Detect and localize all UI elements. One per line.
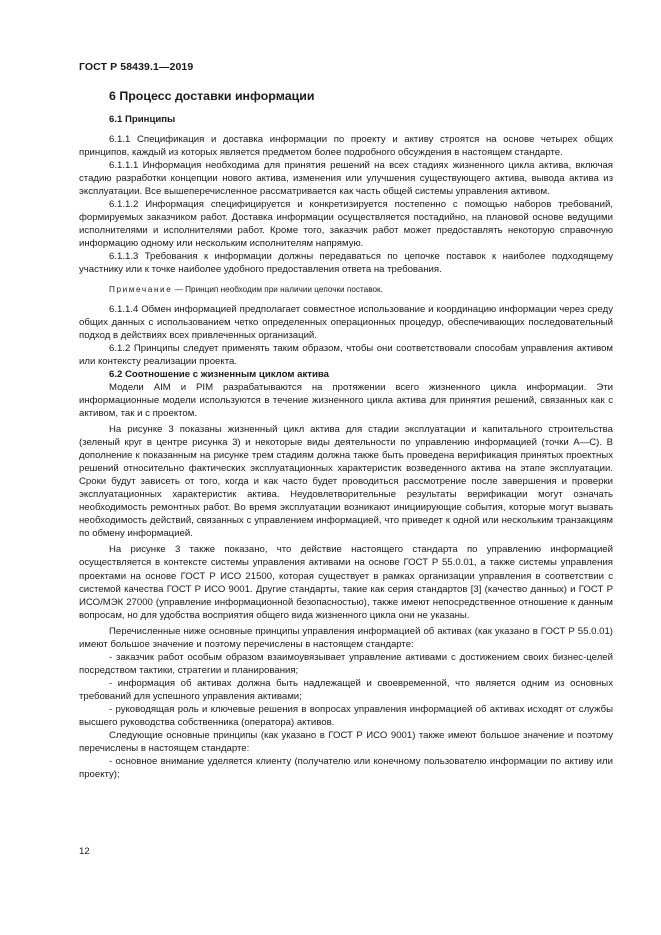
section-title: 6 Процесс доставки информации bbox=[109, 89, 315, 103]
paragraph-6-1-1-3: 6.1.1.3 Требования к информации должны передаваться по цепочке поставок к наиболее подходящему участнику или к точке наиболее удобного предоставления ответа на требования. bbox=[79, 251, 613, 276]
paragraph-6-1-2: 6.1.2 Принципы следует применять таким образом, чтобы они соответствовали способам управления активом или контексту реализации проекта. bbox=[79, 342, 613, 367]
note-text: — Принцип необходим при наличии цепочки поставок. bbox=[172, 284, 383, 294]
paragraph-6-1-1: 6.1.1 Спецификация и доставка информации по проекту и активу строятся на основе четырех общих принципов, каждый из которых является предметом более подробного обсуждения в настоящем стандарте. bbox=[79, 134, 613, 159]
paragraph-6-2-c: На рисунке 3 также показано, что действие настоящего стандарта по управлению информацией осуществляется в контексте системы управления активами на основе ГОСТ Р 55.0.01, а также системы управления проектами на основе ГОСТ Р ИСО 21500, которая существует в рамках организации управления в соответствии с системой качества ГОСТ Р ИСО 9001. Другие стандарты, такие как серия стандартов [3] (качество данных) и ГОСТ Р ИСО/МЭК 27000 (управление информационной безопасностью), также имеют непосредственное отношение к данным вопросам, но для удобства восприятия общего вида жизненного цикла они не указаны. bbox=[79, 544, 613, 621]
list-item: - руководящая роль и ключевые решения в вопросах управления информацией об активах исходят от службы высшего руководства собственника (оператора) активов. bbox=[79, 703, 613, 729]
paragraph-6-1-1-1: 6.1.1.1 Информация необходима для принятия решений на всех стадиях жизненного цикла актива, включая стадию разработки концепции нового актива, изменения или улучшения существующего актива, вывода актива из эксплуатации. Все вышеперечисленное рассматривается как часть общей системы управления активом. bbox=[79, 160, 613, 198]
page-body bbox=[79, 88, 613, 781]
paragraph-6-1-1-4: 6.1.1.4 Обмен информацией предполагает совместное использование и координацию информации через среду общих данных с использованием четко определенных операционных процедур, обеспечивающих последовательный подход в действиях всех привлеченных организаций. bbox=[79, 303, 613, 341]
list-item: - информация об активах должна быть надлежащей и своевременной, что является одним из основных требований для успешного управления активами; bbox=[79, 677, 613, 702]
paragraph-6-2-a: Модели AIM и PIM разрабатываются на протяжении всего жизненного цикла информации. Эти информационные модели используются в течение жизненного цикла актива для принятия решений, связанных как с активом, так и с проектом. bbox=[79, 381, 613, 419]
note-label: Примечание bbox=[109, 284, 173, 294]
paragraph-6-2-d: Перечисленные ниже основные принципы управления информацией об активах (как указано в ГОСТ Р 55.0.01) имеют большое значение и поэтому перечислены в настоящем стандарте: bbox=[79, 625, 613, 650]
paragraph-6-1-1-2: 6.1.1.2 Информация специфицируется и конкретизируется постепенно с помощью наборов требований, формируемых заказчиком работ. Доставка информации осуществляется постадийно, на плановой основе ведущими исполнителями и исполнителями работ. Кроме того, заказчик работ может предоставлять некоторую справочную информацию одному или нескольким исполнителям напрямую. bbox=[79, 199, 613, 250]
subsection-title-6-2: 6.2 Соотношение с жизненным циклом актива bbox=[109, 368, 329, 380]
running-header: ГОСТ Р 58439.1—2019 bbox=[79, 61, 194, 73]
note bbox=[79, 283, 613, 296]
paragraph-6-2-b: На рисунке 3 показаны жизненный цикл актива для стадии эксплуатации и капитального строительства (зеленый круг в центре рисунка 3) и некоторые виды деятельности по управлению информацией (точки A—C). В дополнение к показанным на рисунке трем стадиям должна также быть проведена верификация принятых проектных решений относительно фактических эксплуатационных характеристик возведенного актива на этапе эксплуатации. Сроки будут зависеть от того, когда и как часто будет проводиться рассмотрение после завершения и проверки эксплуатационных характеристик актива. Неудовлетворительные результаты верификации могут означать необходимость ремонтных работ. Во время эксплуатации возникают инициирующие события, которые могут вызвать необходимость действий, связанных с управлением информацией, что приведет к одной или нескольким транзакциям по обмену информацией. bbox=[79, 423, 613, 540]
subsection-title-6-1: 6.1 Принципы bbox=[109, 114, 176, 125]
list-item: - основное внимание уделяется клиенту (получателю или конечному пользователю информации по активу или проекту); bbox=[79, 756, 613, 781]
list-item: - заказчик работ особым образом взаимоувязывает управление активами с достижением своих бизнес-целей посредством тактики, стратегии и планирования; bbox=[79, 651, 613, 676]
page-number: 12 bbox=[79, 846, 90, 857]
paragraph-6-2-e: Следующие основные принципы (как указано в ГОСТ Р ИСО 9001) также имеют большое значение и поэтому перечислены в настоящем стандарте: bbox=[79, 730, 613, 755]
